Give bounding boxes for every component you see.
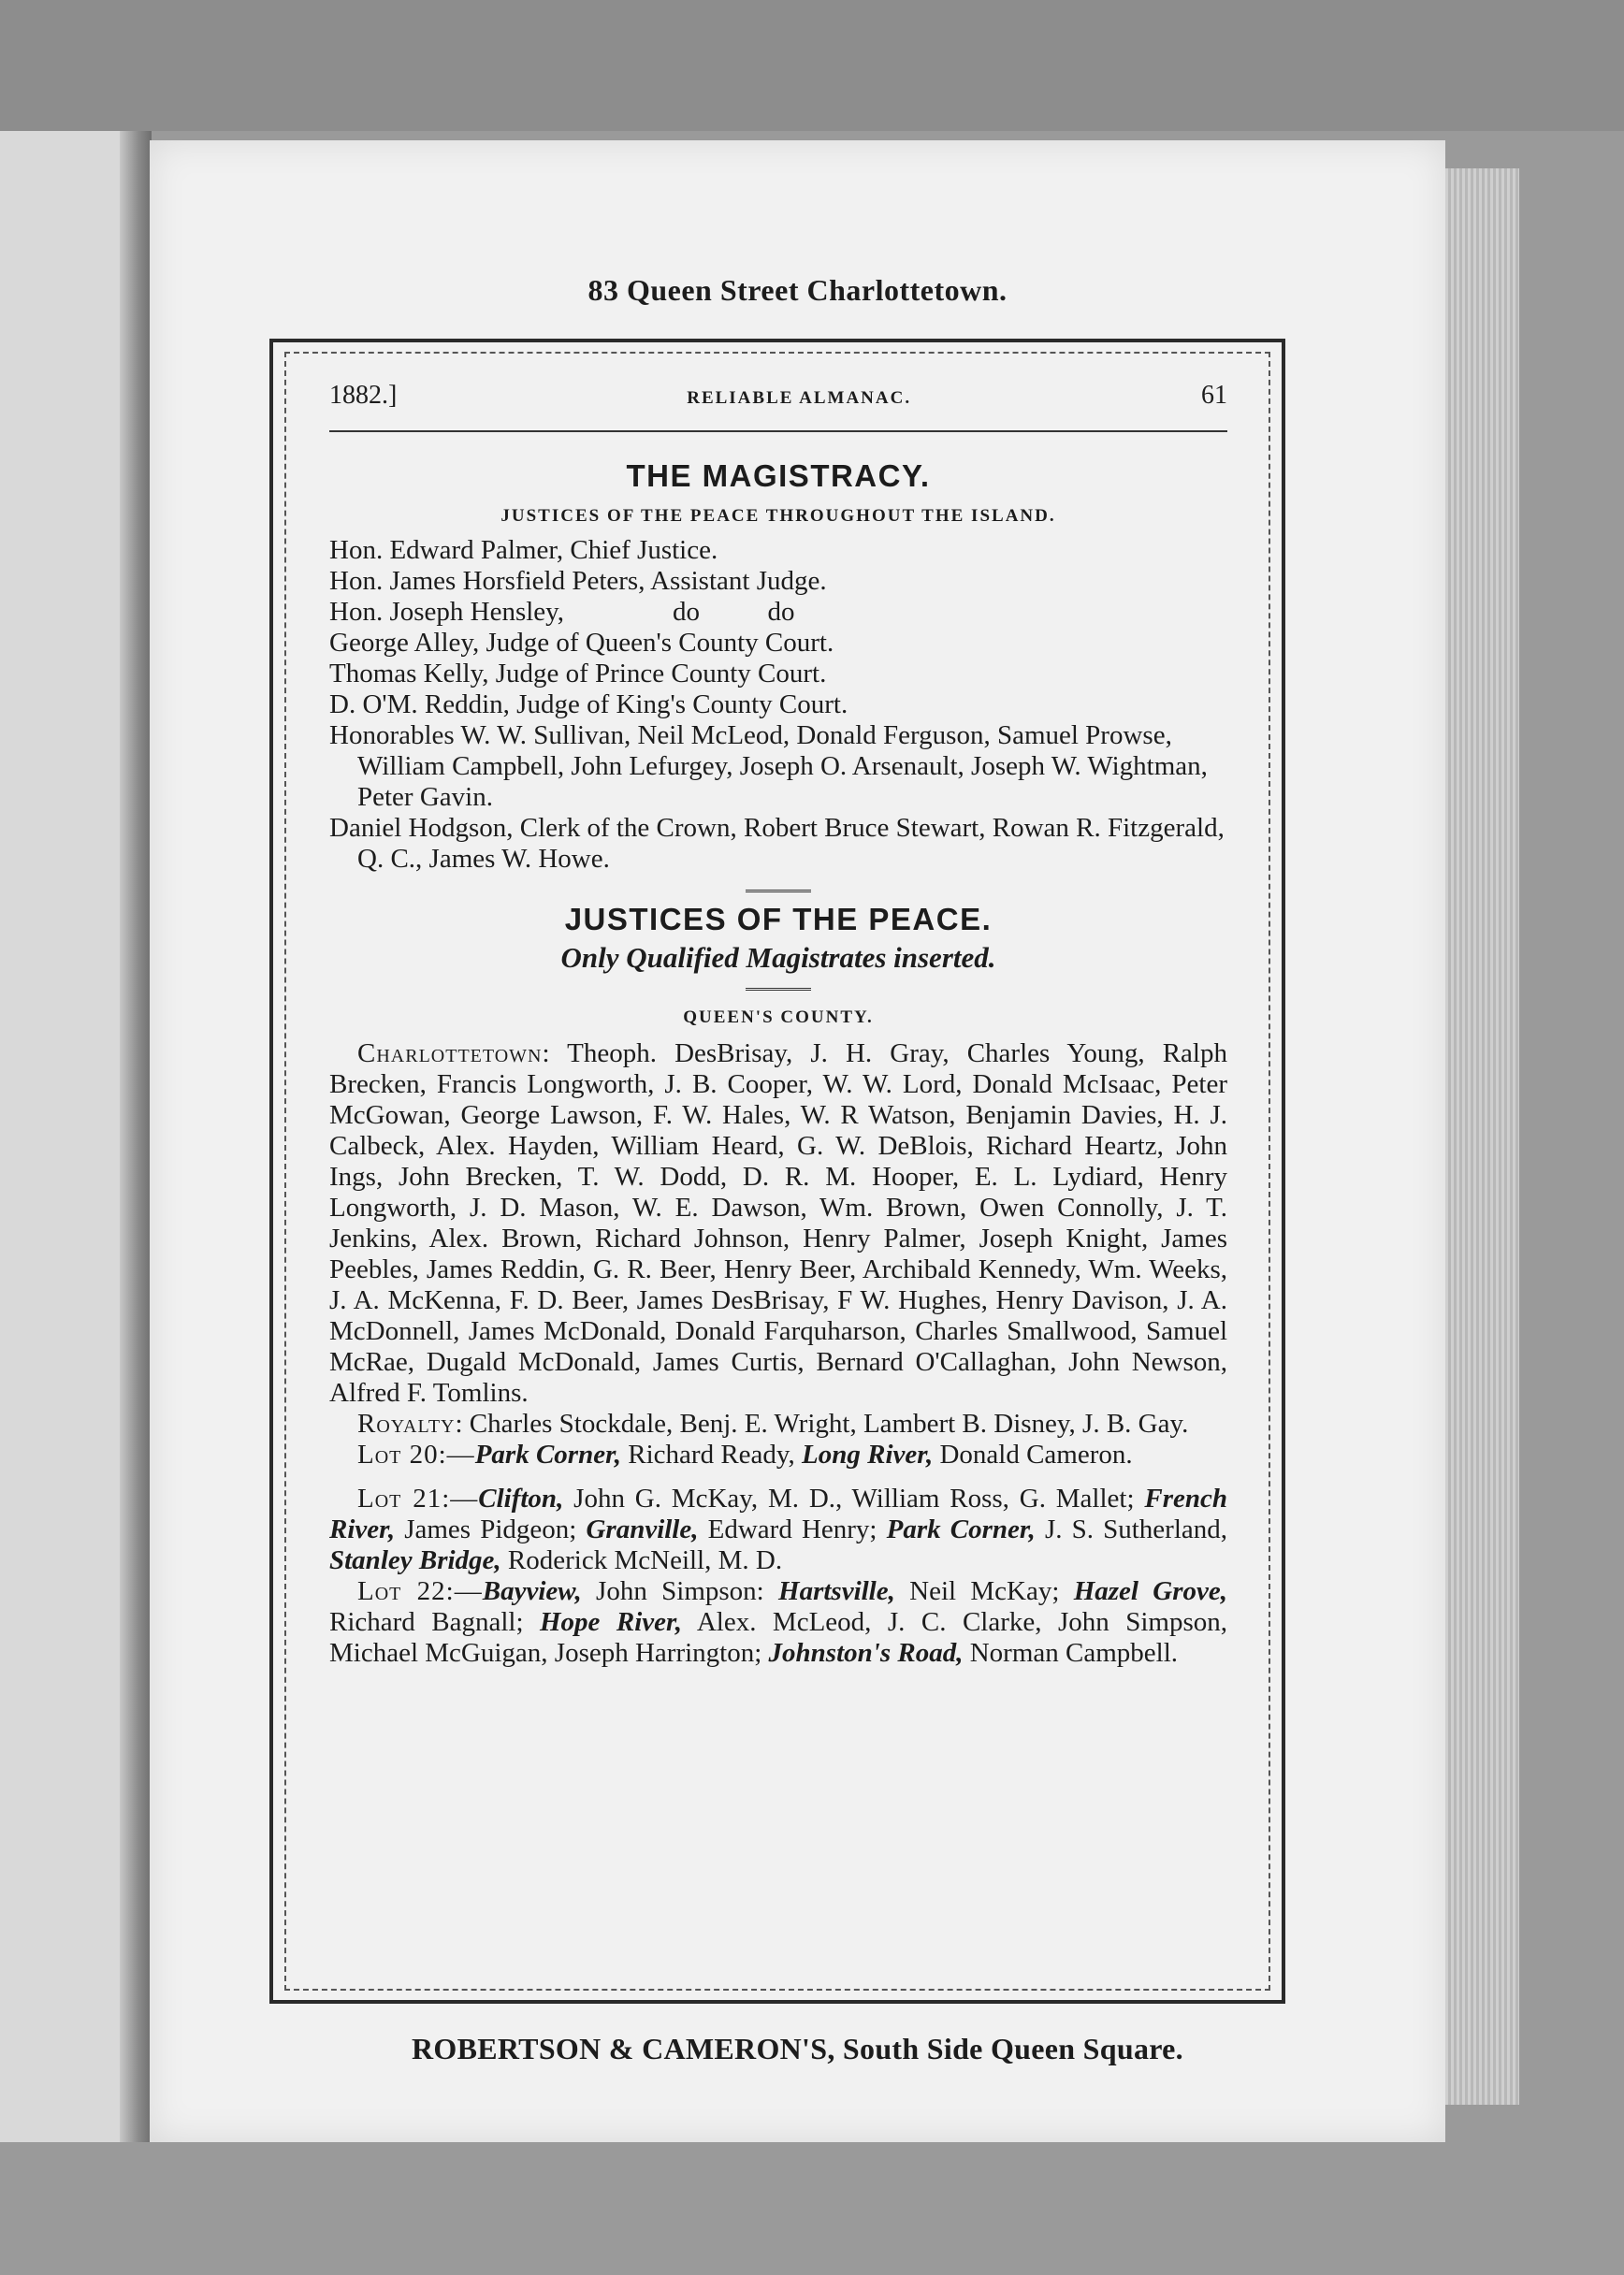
royalty-entry: [329, 1409, 1227, 1440]
section-divider: [746, 890, 811, 892]
entry-text: : Charles Stockdale, Benj. E. Wright, Lambert B. Disney, J. B. Gay.: [455, 1409, 1189, 1439]
header-title: RELIABLE ALMANAC.: [687, 388, 912, 408]
list-item: Honorables W. W. Sullivan, Neil McLeod, Donald Ferguson, Samuel Prowse, William Campbell, John Lefurgey, Joseph O. Arsenault, Joseph W. Wightman, Peter Gavin.: [329, 720, 1208, 812]
page-top-advert: 83 Queen Street Charlottetown.: [587, 273, 1008, 307]
list-item: D. O'M. Reddin, Judge of King's County Court.: [329, 689, 848, 719]
place-name: Hartsville,: [778, 1576, 895, 1606]
magistracy-list: [329, 535, 1227, 875]
entry-text: Roderick McNeill, M. D.: [500, 1545, 783, 1575]
section-divider: [746, 988, 811, 991]
entry-text: : Theoph. DesBrisay, J. H. Gray, Charles Young, Ralph Brecken, Francis Longworth, J. B. Cooper, W. W. Lord, Donald McIsaac, Peter McGowan, George Lawson, F. W. Hales, W. R Watson, Benjamin Davies, H. J. Calbeck, Alex. Hayden, William Heard, G. W. DeBlois, Richard Heartz, John Ings, John Brecken, T. W. Dodd, D. R. M. Hooper, E. L. Lydiard, Henry Longworth, J. D. Mason, W. E. Dawson, Wm. Brown, Owen Connolly, J. T. Jenkins, Alex. Brown, Richard Johnson, Henry Palmer, Joseph Knight, James Peebles, James Reddin, G. R. Beer, Henry Beer, Archibald Kennedy, Wm. Weeks, J. A. McKenna, F. D. Beer, James DesBrisay, F W. Hughes, Henry Davison, J. A. McDonnell, James McDonald, Donald Farquharson, Charles Smallwood, Samuel McRae, Dugald McDonald, James Curtis, Bernard O'Callaghan, John Newson, Alfred F. Tomlins.: [329, 1038, 1227, 1408]
entry-text: Richard Bagnall;: [329, 1607, 540, 1637]
list-item: Hon. Joseph Hensley, do do: [329, 597, 795, 627]
entry-text: John Simpson:: [581, 1576, 779, 1606]
scan-background: [0, 0, 1624, 131]
entry-text: James Pidgeon;: [395, 1514, 587, 1544]
list-item: George Alley, Judge of Queen's County Court.: [329, 628, 834, 658]
left-facing-page: [0, 131, 150, 2142]
magistracy-subheading: JUSTICES OF THE PEACE THROUGHOUT THE ISLAND.: [500, 506, 1056, 526]
list-item: Thomas Kelly, Judge of Prince County Court.: [329, 659, 827, 688]
entry-text: Alex. McLeod, J. C. Clarke, John Simpson, Michael McGuigan, Joseph Harrington;: [329, 1607, 1228, 1668]
header-year: 1882.]: [329, 381, 398, 410]
entry-text: Edward Henry;: [698, 1514, 887, 1544]
page-edges: [1441, 168, 1519, 2105]
lot21-entry: [329, 1484, 1227, 1576]
place-name: Hope River,: [540, 1607, 682, 1637]
charlottetown-entry: [329, 1038, 1227, 1409]
place-name: Park Corner,: [886, 1514, 1036, 1544]
lot22-entry: [329, 1576, 1227, 1669]
entry-text: Richard Ready,: [621, 1440, 803, 1470]
place-name: Johnston's Road,: [768, 1638, 964, 1668]
book-spine: [120, 131, 152, 2142]
list-item: Hon. James Horsfield Peters, Assistant Judge.: [329, 566, 827, 596]
lot-label: Lot 22:—: [357, 1576, 483, 1606]
entry-text: Neil McKay;: [894, 1576, 1074, 1606]
list-item: Daniel Hodgson, Clerk of the Crown, Robert Bruce Stewart, Rowan R. Fitzgerald, Q. C., James W. Howe.: [329, 813, 1225, 874]
lot-label: Lot 20:—: [357, 1440, 475, 1470]
place-name: Granville,: [586, 1514, 699, 1544]
justices-note: Only Qualified Magistrates inserted.: [560, 941, 996, 974]
place-name: Hazel Grove,: [1073, 1576, 1228, 1606]
place-name: Stanley Bridge,: [329, 1545, 501, 1575]
list-item: Hon. Edward Palmer, Chief Justice.: [329, 535, 718, 565]
place-name: Long River,: [802, 1440, 934, 1470]
place-name: Bayview,: [482, 1576, 582, 1606]
entry-text: John G. McKay, M. D., William Ross, G. Mallet;: [563, 1484, 1145, 1514]
justices-heading: JUSTICES OF THE PEACE.: [564, 902, 993, 936]
place-label: Charlottetown: [357, 1038, 543, 1068]
place-name: Park Corner,: [474, 1440, 622, 1470]
almanac-page: [150, 140, 1445, 2142]
entry-text: Norman Campbell.: [963, 1638, 1179, 1668]
lot20-entry: [329, 1440, 1227, 1471]
place-label: Royalty: [357, 1409, 456, 1439]
place-name: Clifton,: [478, 1484, 564, 1514]
running-header: [329, 380, 1227, 432]
magistracy-heading: THE MAGISTRACY.: [626, 458, 931, 493]
page-content: [329, 380, 1227, 1669]
entry-text: J. S. Sutherland,: [1035, 1514, 1227, 1544]
spacer: [329, 1471, 1227, 1484]
county-heading: QUEEN'S COUNTY.: [683, 1007, 874, 1027]
ornamental-frame: [269, 339, 1285, 2004]
page-number: 61: [1200, 381, 1227, 410]
page-bottom-advert: ROBERTSON & CAMERON'S, South Side Queen Square.: [412, 2032, 1183, 2065]
lot-label: Lot 21:—: [357, 1484, 479, 1514]
place-name: French River,: [329, 1484, 1227, 1544]
entry-text: Donald Cameron.: [933, 1440, 1133, 1470]
